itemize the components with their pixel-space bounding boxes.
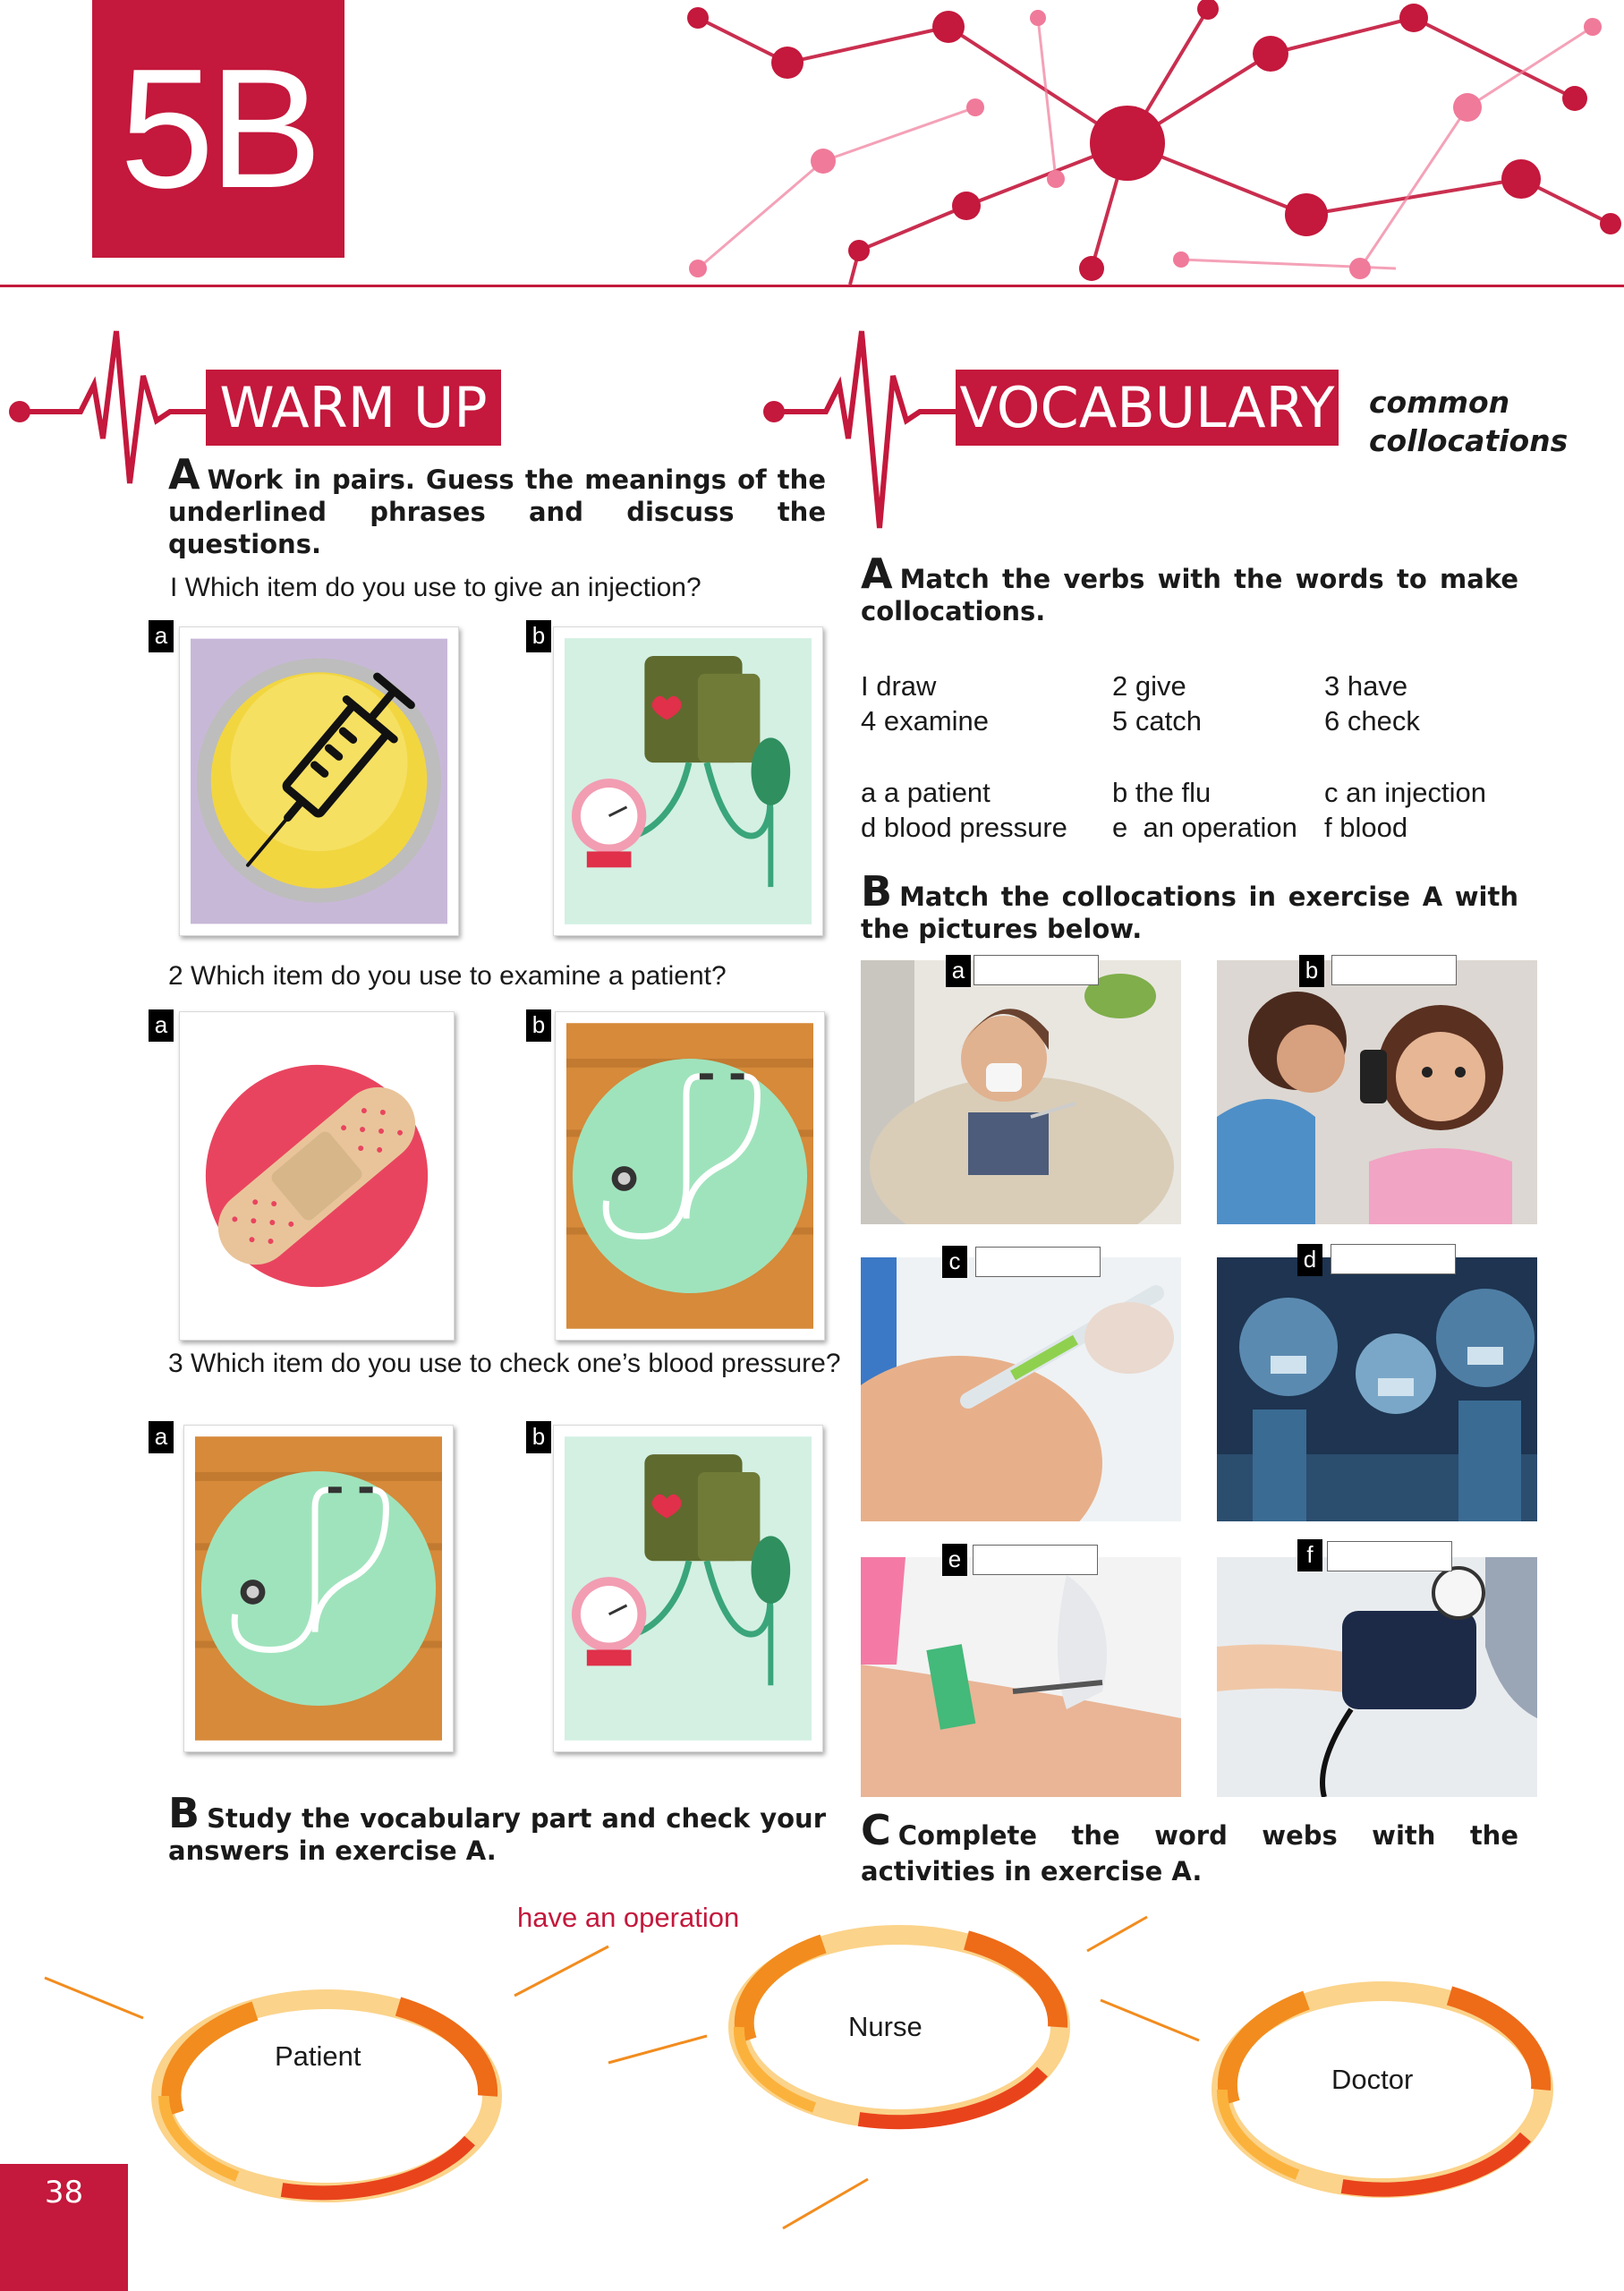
warm-up-exercise-b xyxy=(168,1789,826,1867)
operation-photo-image xyxy=(1217,1257,1537,1521)
exercise-instruction: Complete the word webs with the activities in exercise A. xyxy=(861,1820,1518,1886)
answer-box-f[interactable] xyxy=(1327,1541,1452,1571)
flu-photo-image xyxy=(861,960,1181,1224)
answer-box-d[interactable] xyxy=(1331,1244,1456,1274)
photo-flu[interactable] xyxy=(861,960,1181,1224)
injection-photo-image xyxy=(861,1257,1181,1521)
blood-pressure-monitor-icon xyxy=(565,638,812,924)
blood-draw-photo-image xyxy=(861,1557,1181,1797)
warm-up-heading: WARM UP xyxy=(206,370,501,446)
subtitle-line-2: collocations xyxy=(1369,423,1569,458)
vocab-exercise-b xyxy=(861,867,1518,945)
word-d: d blood pressure xyxy=(861,812,1067,843)
answer-box-c[interactable] xyxy=(975,1247,1101,1277)
vocab-exercise-a xyxy=(861,549,1518,627)
photo-blood-pressure[interactable] xyxy=(1217,1557,1537,1797)
exercise-letter: A xyxy=(168,450,200,498)
answer-box-b[interactable] xyxy=(1331,955,1457,985)
verb-5: 5 catch xyxy=(1112,705,1202,737)
bandage-card[interactable] xyxy=(179,1011,455,1341)
picture-tag-e: e xyxy=(942,1544,967,1576)
answer-box-a[interactable] xyxy=(974,955,1099,985)
picture-tag-b: b xyxy=(1299,955,1324,987)
word-f: f blood xyxy=(1324,812,1408,843)
page-number: 38 xyxy=(0,2164,128,2291)
option-tag-a: a xyxy=(149,1009,174,1042)
verb-2: 2 give xyxy=(1112,670,1186,702)
option-tag-b: b xyxy=(526,1421,551,1453)
web-center-doctor: Doctor xyxy=(1331,2064,1414,2095)
photo-blood-draw[interactable] xyxy=(861,1557,1181,1797)
syringe-card[interactable] xyxy=(179,626,459,936)
exercise-instruction: Match the verbs with the words to make collocations. xyxy=(861,564,1518,626)
bp-monitor-card-q3[interactable] xyxy=(553,1425,823,1752)
verb-4: 4 examine xyxy=(861,705,990,737)
photo-injection[interactable] xyxy=(861,1257,1181,1521)
vocabulary-heading: VOCABULARY xyxy=(956,370,1339,446)
exercise-instruction: Match the collocations in exercise A with the pictures below. xyxy=(861,881,1518,944)
subtitle-line-1: common xyxy=(1369,385,1510,420)
option-tag-a: a xyxy=(149,1421,174,1453)
option-tag-b: b xyxy=(526,1009,551,1042)
molecule-decoration xyxy=(591,0,1624,285)
warm-up-exercise-a xyxy=(168,450,826,560)
stethoscope-card-q3[interactable] xyxy=(183,1425,454,1752)
header-rule xyxy=(0,285,1624,287)
option-tag-b: b xyxy=(526,620,551,652)
bp-monitor-card-q1[interactable] xyxy=(553,626,823,936)
web-center-nurse: Nurse xyxy=(848,2011,923,2042)
vocabulary-subtitle xyxy=(1369,383,1602,460)
answer-box-e[interactable] xyxy=(973,1545,1098,1575)
syringe-icon xyxy=(191,638,447,924)
picture-tag-d: d xyxy=(1297,1244,1322,1276)
exercise-letter: B xyxy=(861,867,893,916)
word-b: b the flu xyxy=(1112,777,1212,808)
exercise-instruction: Work in pairs. Guess the meanings of the underlined phrases and discuss the questions. xyxy=(168,464,826,559)
bandage-icon xyxy=(191,1023,443,1329)
stethoscope-card-q2[interactable] xyxy=(555,1011,825,1341)
option-tag-a: a xyxy=(149,620,174,652)
vocab-exercise-c xyxy=(861,1806,1518,1889)
blood-pressure-monitor-icon xyxy=(565,1436,812,1741)
verb-3: 3 have xyxy=(1324,670,1408,702)
exercise-letter: A xyxy=(861,549,893,598)
picture-tag-f: f xyxy=(1297,1539,1322,1571)
exercise-letter: B xyxy=(168,1789,200,1837)
question-1: I Which item do you use to give an injection? xyxy=(170,573,701,602)
word-web-patient[interactable] xyxy=(148,1989,506,2203)
exercise-letter: C xyxy=(861,1806,891,1854)
stethoscope-icon xyxy=(195,1436,442,1741)
question-2: 2 Which item do you use to examine a patient? xyxy=(168,961,727,991)
verb-1: I draw xyxy=(861,670,937,702)
photo-operation[interactable] xyxy=(1217,1257,1537,1521)
verb-6: 6 check xyxy=(1324,705,1420,737)
blood-pressure-photo-image xyxy=(1217,1557,1537,1797)
picture-tag-c: c xyxy=(942,1246,967,1278)
word-a: a a patient xyxy=(861,777,991,808)
examination-photo-image xyxy=(1217,960,1537,1224)
lesson-badge: 5B xyxy=(92,0,344,258)
word-web-example: have an operation xyxy=(517,1902,740,1933)
picture-tag-a: a xyxy=(946,955,971,987)
photo-examination[interactable] xyxy=(1217,960,1537,1224)
stethoscope-icon xyxy=(566,1023,813,1329)
word-c: c an injection xyxy=(1324,777,1486,808)
question-3: 3 Which item do you use to check one’s blood pressure? xyxy=(168,1349,841,1378)
web-center-patient: Patient xyxy=(275,2040,361,2072)
word-e: e an operation xyxy=(1112,812,1297,843)
exercise-instruction: Study the vocabulary part and check your answers in exercise A. xyxy=(168,1803,826,1866)
